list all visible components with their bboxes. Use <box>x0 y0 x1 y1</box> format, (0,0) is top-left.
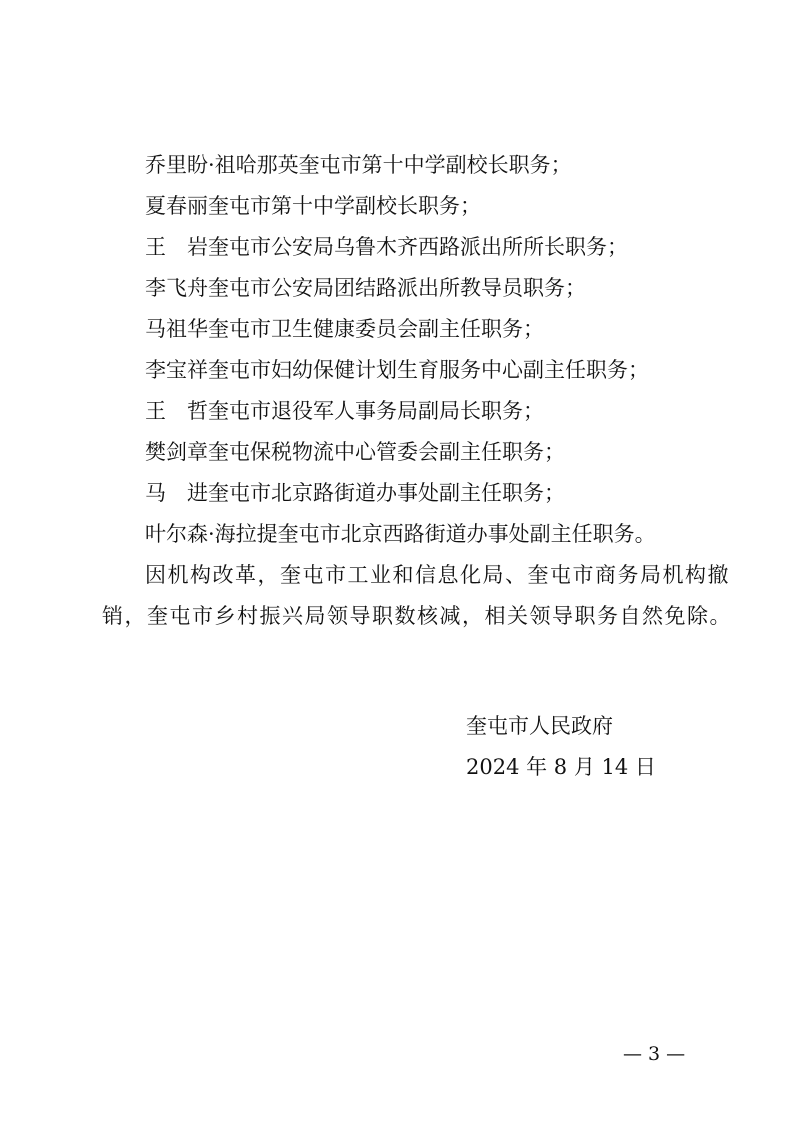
appointment-line: 马祖华奎屯市卫生健康委员会副主任职务； <box>145 317 544 341</box>
appointment-line: 李飞舟奎屯市公安局团结路派出所教导员职务； <box>145 276 586 300</box>
issue-date: 2024 年 8 月 14 日 <box>466 755 656 779</box>
appointment-line: 马 进奎屯市北京路街道办事处副主任职务； <box>145 481 565 505</box>
issuer-name: 奎屯市人民政府 <box>466 714 613 738</box>
appointment-line: 夏春丽奎屯市第十中学副校长职务； <box>145 194 481 218</box>
closing-paragraph-line-1: 因机构改革，奎屯市工业和信息化局、奎屯市商务局机构撤 <box>145 563 730 587</box>
appointment-line: 李宝祥奎屯市妇幼保健计划生育服务中心副主任职务； <box>145 358 649 382</box>
appointment-line: 樊剑章奎屯保税物流中心管委会副主任职务； <box>145 440 565 464</box>
appointment-line: 王 岩奎屯市公安局乌鲁木齐西路派出所所长职务； <box>145 235 628 259</box>
appointment-line: 叶尔森·海拉提奎屯市北京西路街道办事处副主任职务。 <box>145 522 656 546</box>
appointment-line: 王 哲奎屯市退役军人事务局副局长职务； <box>145 399 544 423</box>
closing-paragraph-line-2: 销，奎屯市乡村振兴局领导职数核减，相关领导职务自然免除。 <box>102 604 732 628</box>
page-number: — 3 — <box>623 1043 686 1065</box>
appointment-line: 乔里盼·祖哈那英奎屯市第十中学副校长职务； <box>145 153 572 177</box>
